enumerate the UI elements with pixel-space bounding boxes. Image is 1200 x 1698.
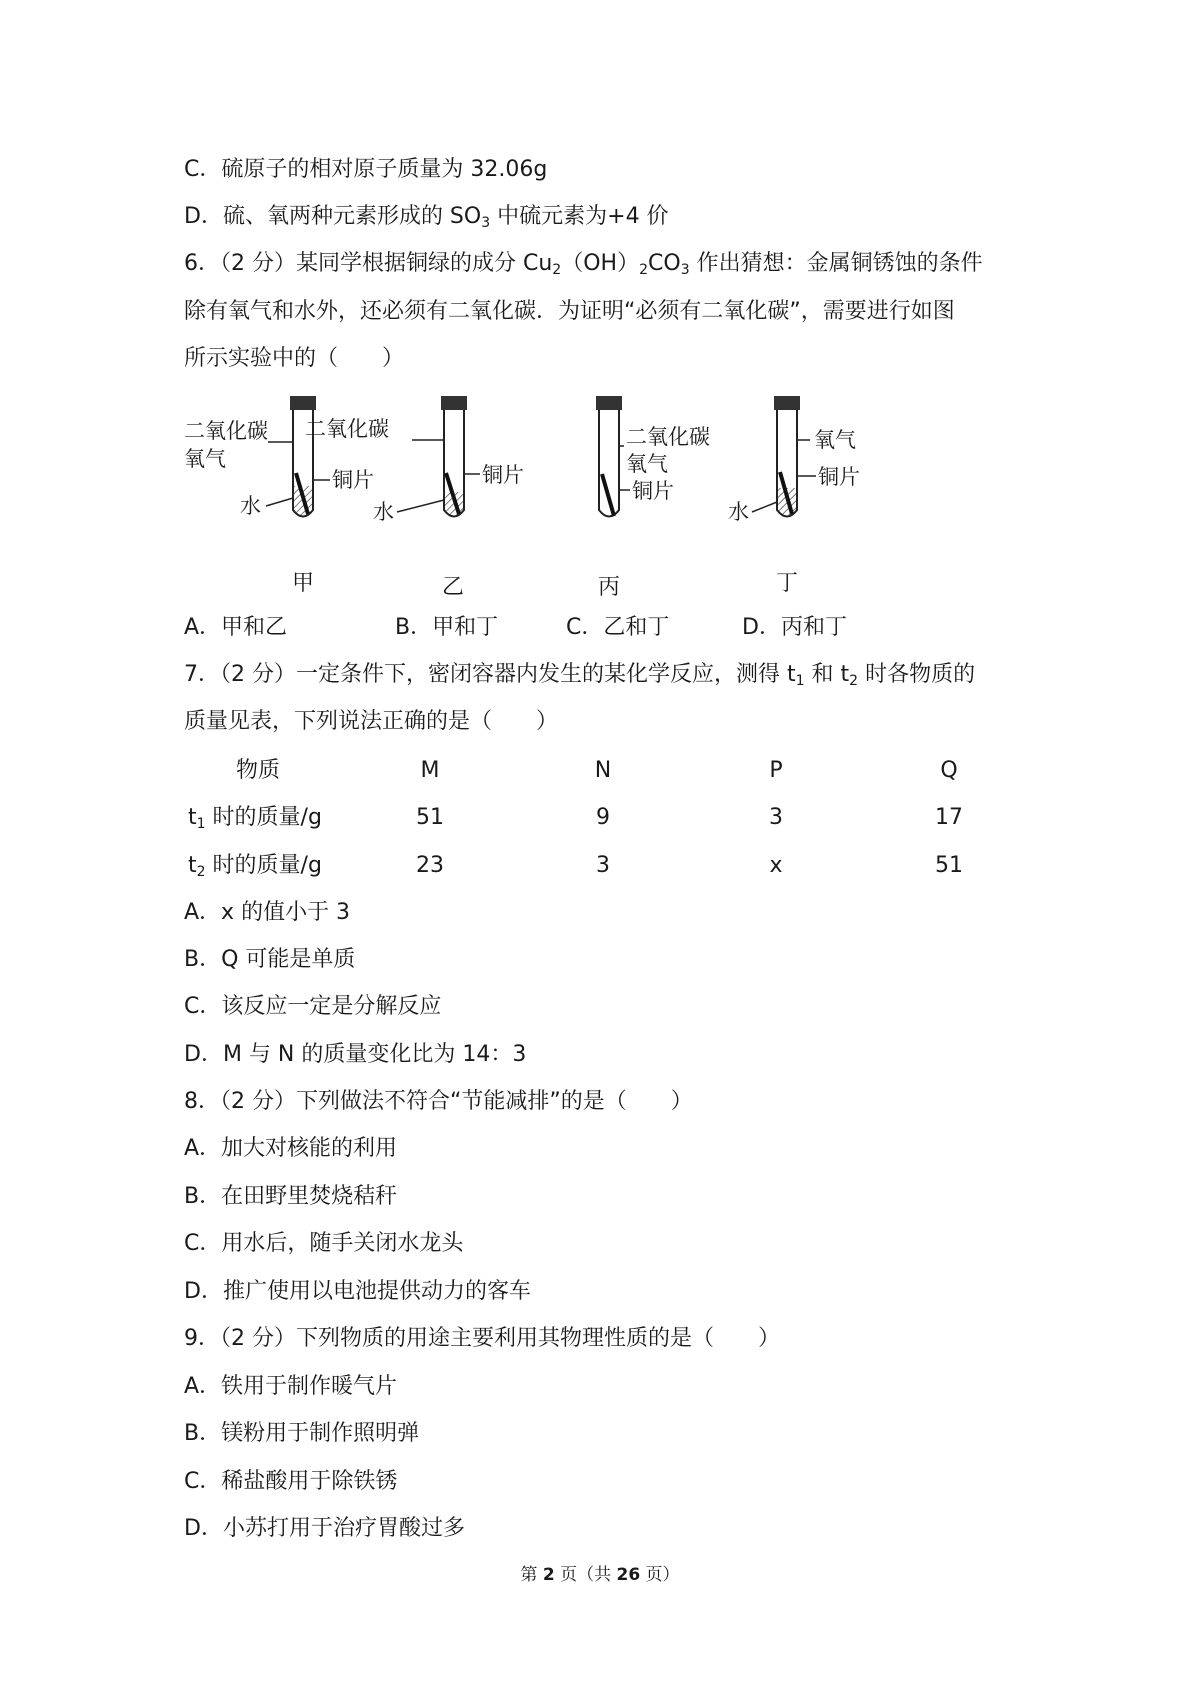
tube-ding-label-water: 水	[728, 500, 749, 524]
table-header-p: P	[769, 758, 783, 783]
tube-jia-label-co2: 二氧化碳	[184, 419, 268, 443]
q7-stem-line1: 7．（2 分）一定条件下，密闭容器内发生的某化学反应，测得 $t_1$ 和 $t_2$ 时各物质的	[184, 662, 976, 689]
q6-option-a: A．甲和乙	[184, 615, 288, 640]
table-cell: 3	[769, 805, 783, 830]
tube-ding-name: 丁	[776, 571, 799, 596]
tube-bing-label-cu: 铜片	[632, 479, 674, 503]
tube-jia-label-o2: 氧气	[184, 447, 226, 471]
q7-stem-line2: 质量见表，下列说法正确的是（ ）	[184, 709, 559, 734]
q8-option-d: D．推广使用以电池提供动力的客车	[184, 1279, 531, 1304]
table-header-m: M	[420, 758, 440, 783]
table-header-q: Q	[940, 758, 958, 783]
table-header-substance: 物质	[235, 758, 280, 783]
tube-jia-name: 甲	[292, 571, 315, 596]
q9-option-a: A．铁用于制作暖气片	[184, 1374, 398, 1399]
tube-yi-name: 乙	[442, 575, 465, 600]
table-cell: x	[769, 853, 783, 878]
q8-stem: 8．（2 分）下列做法不符合“节能减排”的是（ ）	[184, 1089, 693, 1114]
tube-ding-label-o2: 氧气	[814, 428, 856, 452]
q6-stem-line3: 所示实验中的（ ）	[184, 346, 405, 371]
q6-option-b: B．甲和丁	[395, 615, 499, 640]
q5-option-c: C．硫原子的相对原子质量为 32.06g	[184, 157, 548, 182]
tube-jia-label-cu: 铜片	[332, 468, 374, 492]
tube-yi-label-water: 水	[373, 500, 394, 524]
q9-option-d: D．小苏打用于治疗胃酸过多	[184, 1516, 465, 1541]
q7-option-d: D．M 与 N 的质量变化比为 14：3	[184, 1042, 527, 1067]
q7-option-a: A．x 的值小于 3	[184, 900, 351, 925]
tube-bing	[596, 396, 710, 600]
table-cell: 23	[416, 853, 444, 878]
tube-yi-stopper	[441, 396, 467, 410]
table-cell: 3	[596, 853, 610, 878]
table-cell: 9	[596, 805, 610, 830]
table-row1-label: $t_1$ 时的质量/g	[188, 805, 322, 832]
q6-options	[184, 612, 904, 644]
q6-test-tube-figure	[180, 388, 900, 602]
tube-bing-label-co2: 二氧化碳	[626, 425, 710, 449]
tube-bing-stopper	[596, 396, 622, 410]
q9-stem: 9．（2 分）下列物质的用途主要利用其物理性质的是（ ）	[184, 1326, 780, 1351]
tube-jia-stopper	[290, 396, 316, 410]
q6-option-c: C．乙和丁	[566, 615, 670, 640]
q8-option-c: C．用水后，随手关闭水龙头	[184, 1231, 464, 1256]
table-cell: 51	[416, 805, 444, 830]
tube-yi-label-co2: 二氧化碳	[305, 417, 389, 441]
table-cell: 17	[935, 805, 963, 830]
tube-ding	[728, 396, 860, 596]
q9-option-b: B．镁粉用于制作照明弹	[184, 1421, 420, 1446]
table-row2-label: $t_2$ 时的质量/g	[188, 853, 322, 880]
tube-bing-label-o2: 氧气	[626, 452, 668, 476]
q7-option-c: C．该反应一定是分解反应	[184, 994, 442, 1019]
q6-option-d: D．丙和丁	[742, 615, 847, 640]
q9-option-c: C．稀盐酸用于除铁锈	[184, 1469, 398, 1494]
page-footer: 第 2 页（共 26 页）	[520, 1565, 680, 1585]
tube-ding-label-cu: 铜片	[818, 465, 860, 489]
tube-yi	[305, 396, 524, 600]
q7-option-b: B．Q 可能是单质	[184, 947, 356, 972]
table-cell: 51	[935, 853, 963, 878]
tube-ding-stopper	[774, 396, 800, 410]
tube-yi-label-cu: 铜片	[482, 463, 524, 487]
table-header-n: N	[594, 758, 612, 783]
tube-bing-name: 丙	[598, 575, 621, 600]
q6-stem-line1: 6．（2 分）某同学根据铜绿的成分 $Cu_2(OH)_2CO_3$ 作出猜想：金属铜锈蚀的条件	[184, 251, 983, 278]
q6-stem-line2: 除有氧气和水外，还必须有二氧化碳．为证明“必须有二氧化碳”，需要进行如图	[184, 299, 955, 324]
q8-option-a: A．加大对核能的利用	[184, 1136, 398, 1161]
q5-option-d: D．硫、氧两种元素形成的 $SO_3$ 中硫元素为+4 价	[184, 204, 669, 231]
q8-option-b: B．在田野里焚烧秸秆	[184, 1184, 398, 1209]
tube-jia-label-water: 水	[240, 494, 261, 518]
tube-bing-copper	[602, 474, 614, 516]
